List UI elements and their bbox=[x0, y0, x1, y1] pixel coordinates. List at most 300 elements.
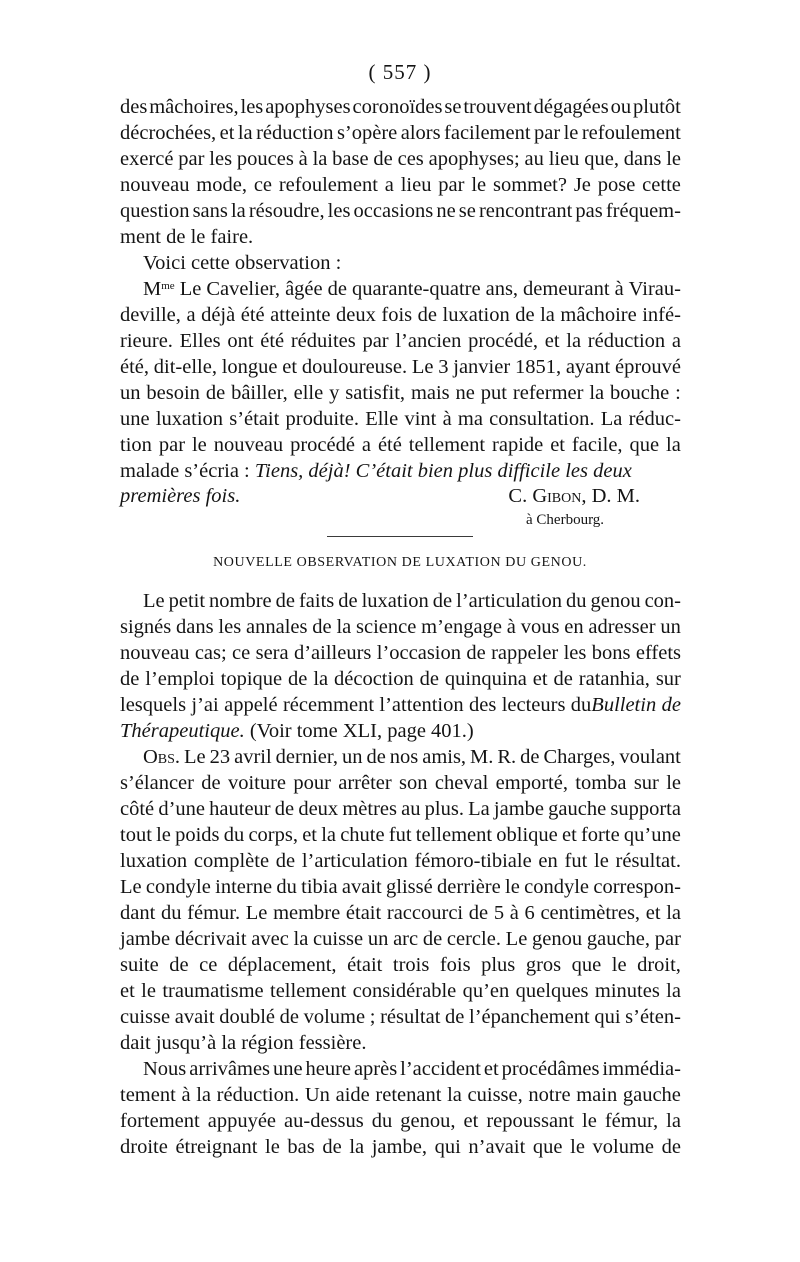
word: se bbox=[458, 200, 476, 222]
word: fémoro-tibiale bbox=[414, 850, 532, 872]
word: bouche bbox=[610, 382, 670, 404]
text-line bbox=[120, 926, 681, 952]
word: amis, bbox=[422, 746, 467, 768]
word: à bbox=[614, 278, 624, 300]
word: vint bbox=[404, 408, 437, 430]
word: s’était bbox=[229, 408, 280, 430]
word: la bbox=[237, 122, 253, 144]
word: la bbox=[230, 200, 246, 222]
word: fois bbox=[439, 954, 471, 976]
word: et bbox=[120, 980, 135, 1002]
word: tout bbox=[120, 824, 152, 846]
word: effets bbox=[635, 642, 681, 664]
word: deux bbox=[298, 798, 339, 820]
word: décrochées, bbox=[120, 122, 217, 144]
word: réduction bbox=[256, 122, 334, 144]
word: de bbox=[279, 1006, 299, 1028]
word: centimètres, bbox=[540, 902, 641, 924]
word: par bbox=[158, 434, 186, 456]
word: mâchoires, bbox=[149, 96, 239, 118]
word: longue bbox=[221, 356, 278, 378]
word: cuisse bbox=[313, 928, 364, 950]
word: adresser bbox=[588, 616, 656, 638]
text-line bbox=[120, 874, 681, 900]
word: de bbox=[312, 616, 332, 638]
word: réduc- bbox=[628, 408, 681, 430]
word: plus bbox=[481, 954, 516, 976]
word: a bbox=[186, 304, 196, 326]
word: duBulletin bbox=[570, 694, 657, 716]
word: repoussant bbox=[486, 1110, 575, 1132]
word: main bbox=[576, 1084, 618, 1106]
word: gauche, bbox=[586, 928, 651, 950]
word: de bbox=[445, 1006, 465, 1028]
word: sera bbox=[255, 642, 289, 664]
word: de bbox=[366, 746, 386, 768]
word: minutes bbox=[594, 980, 660, 1002]
word: la bbox=[666, 434, 681, 456]
word: put bbox=[480, 382, 507, 404]
text-line bbox=[120, 978, 681, 1004]
word: luxation bbox=[120, 850, 188, 872]
word: de bbox=[205, 382, 226, 404]
word: les bbox=[209, 148, 233, 170]
word: du bbox=[160, 902, 182, 924]
word: elle bbox=[293, 382, 324, 404]
word: M. bbox=[470, 746, 494, 768]
word: et bbox=[550, 434, 565, 456]
word: cuisse bbox=[120, 1006, 171, 1028]
word: Le bbox=[245, 902, 268, 924]
word: avait bbox=[341, 876, 382, 898]
word: de bbox=[432, 590, 453, 612]
word: la bbox=[540, 304, 555, 326]
word: corps, bbox=[248, 824, 298, 846]
text-line bbox=[120, 146, 681, 172]
word: la bbox=[349, 1136, 365, 1158]
word: sommet? bbox=[492, 174, 567, 196]
word: le bbox=[666, 772, 681, 794]
italic-quote: premières fois. bbox=[120, 485, 241, 507]
word: le bbox=[563, 122, 579, 144]
word: avait bbox=[174, 1006, 215, 1028]
text-line bbox=[120, 822, 681, 848]
word: dit-elle, bbox=[153, 356, 217, 378]
word: mâchoire bbox=[560, 304, 637, 326]
word: derrière bbox=[437, 876, 501, 898]
word: et bbox=[302, 824, 317, 846]
word: à bbox=[509, 902, 519, 924]
word: dans bbox=[623, 148, 662, 170]
word: de bbox=[373, 148, 393, 170]
word: poids bbox=[175, 824, 220, 846]
word: coronoïdes bbox=[352, 96, 443, 118]
word: décrivait bbox=[174, 928, 247, 950]
word: science bbox=[356, 616, 417, 638]
word: de bbox=[322, 1136, 342, 1158]
word: rencontrant bbox=[478, 200, 573, 222]
word: raccourci bbox=[386, 902, 464, 924]
word: vous bbox=[520, 616, 560, 638]
word: une bbox=[272, 1058, 303, 1080]
word: forte bbox=[580, 824, 620, 846]
text-line: malade s’écria : Tiens, déjà! C’était bien plus difficile les deux bbox=[120, 460, 632, 482]
word: à bbox=[181, 1084, 191, 1106]
word: par bbox=[654, 928, 681, 950]
word: qui bbox=[434, 1136, 461, 1158]
author-location: à Cherbourg. bbox=[526, 512, 605, 528]
word: le bbox=[265, 1136, 280, 1158]
word: ratanhia, bbox=[578, 668, 650, 690]
word: résultat. bbox=[615, 850, 681, 872]
word: des bbox=[120, 96, 148, 118]
word: fois bbox=[381, 304, 413, 326]
word: janvier bbox=[453, 356, 511, 378]
word: été bbox=[260, 330, 285, 352]
word: refoulement bbox=[581, 122, 681, 144]
word: résoudre, bbox=[248, 200, 325, 222]
word: de bbox=[288, 668, 308, 690]
word: l’épanchement bbox=[469, 1006, 590, 1028]
word: a bbox=[671, 330, 681, 352]
word: retenant bbox=[375, 1084, 442, 1106]
word: de bbox=[661, 1136, 681, 1158]
word: deux bbox=[336, 304, 376, 326]
word: gros bbox=[525, 954, 562, 976]
word: besoin bbox=[146, 382, 200, 404]
word: le bbox=[594, 850, 609, 872]
word: sur bbox=[633, 772, 659, 794]
word: plus. bbox=[424, 798, 464, 820]
word: déplacement, bbox=[227, 954, 337, 976]
word: doublé bbox=[219, 1006, 275, 1028]
word: apophyses; bbox=[428, 148, 520, 170]
word: droite bbox=[120, 1136, 168, 1158]
word: que bbox=[532, 1136, 563, 1158]
word: quarante-quatre bbox=[351, 278, 481, 300]
author-signature: C. Gibon, D. M. bbox=[508, 485, 640, 507]
word: jambe, bbox=[371, 1136, 427, 1158]
word: Charges, bbox=[543, 746, 616, 768]
word: un bbox=[120, 382, 141, 404]
word: : bbox=[675, 382, 681, 404]
word: la bbox=[293, 928, 309, 950]
word: fortement bbox=[120, 1110, 200, 1132]
section-rule bbox=[327, 536, 473, 537]
text-line bbox=[120, 198, 681, 224]
word: a bbox=[384, 174, 394, 196]
word: nos bbox=[389, 746, 419, 768]
word: arc bbox=[393, 928, 419, 950]
word: qui bbox=[594, 1006, 621, 1028]
word: été bbox=[240, 304, 265, 326]
text-line bbox=[143, 1056, 681, 1082]
text-line bbox=[120, 172, 681, 198]
text-line bbox=[120, 640, 681, 666]
text-line bbox=[120, 302, 681, 328]
word: était bbox=[347, 954, 383, 976]
word: procédé, bbox=[468, 330, 539, 352]
word: bas bbox=[287, 1136, 315, 1158]
word: au bbox=[401, 798, 421, 820]
word: tibia bbox=[301, 876, 338, 898]
text-line bbox=[120, 1004, 681, 1030]
word: du bbox=[276, 876, 297, 898]
word: Un bbox=[304, 1084, 330, 1106]
word: de bbox=[327, 278, 347, 300]
word: se bbox=[444, 96, 462, 118]
word: la bbox=[196, 1084, 212, 1106]
word: nombre bbox=[209, 590, 272, 612]
word: un bbox=[367, 928, 389, 950]
word: Obs. bbox=[143, 746, 181, 768]
word: réduites bbox=[290, 330, 356, 352]
text-line bbox=[120, 614, 681, 640]
word: qu’en bbox=[462, 980, 510, 1002]
word: en bbox=[564, 616, 584, 638]
signature-line bbox=[120, 483, 640, 509]
word: s’élancer bbox=[120, 772, 194, 794]
word: du bbox=[565, 590, 587, 612]
word: de bbox=[275, 850, 296, 872]
word: gauche bbox=[622, 1084, 681, 1106]
word: question bbox=[120, 200, 190, 222]
word: La bbox=[468, 798, 490, 820]
word: la bbox=[312, 148, 328, 170]
word: ou bbox=[610, 96, 632, 118]
word: déjà bbox=[201, 304, 236, 326]
word: s’éten- bbox=[625, 1006, 681, 1028]
word: le bbox=[666, 148, 681, 170]
word: et bbox=[219, 122, 235, 144]
text-line bbox=[143, 744, 681, 770]
word: Le bbox=[505, 928, 528, 950]
word: ce bbox=[199, 954, 218, 976]
word: de bbox=[422, 928, 443, 950]
word: et bbox=[532, 668, 548, 690]
word: cuisse, bbox=[467, 1084, 523, 1106]
word: la bbox=[666, 1110, 681, 1132]
section-heading: NOUVELLE OBSERVATION DE LUXATION DU GENOU. bbox=[213, 555, 587, 570]
word: de bbox=[661, 694, 681, 716]
word: Virau- bbox=[628, 278, 681, 300]
word: tion bbox=[120, 434, 152, 456]
italic-quote: Tiens, déjà! C’était bien plus difficile les deux bbox=[254, 460, 632, 482]
word: âgée bbox=[285, 278, 323, 300]
word: dégagées bbox=[533, 96, 609, 118]
word: 23 bbox=[209, 746, 231, 768]
word: supporta bbox=[610, 798, 681, 820]
word: d’une bbox=[158, 798, 205, 820]
word: tellement bbox=[415, 824, 493, 846]
word: La bbox=[600, 408, 623, 430]
word: ce bbox=[232, 642, 251, 664]
word: jambe bbox=[493, 798, 544, 820]
word: et bbox=[544, 330, 560, 352]
word: ans, bbox=[485, 278, 519, 300]
word: de bbox=[275, 590, 295, 612]
word: membre bbox=[273, 902, 341, 924]
word: dernier, bbox=[275, 746, 338, 768]
word: condyle bbox=[145, 876, 211, 898]
word: genou bbox=[532, 928, 583, 950]
word: Nous bbox=[143, 1058, 187, 1080]
word: par bbox=[178, 148, 205, 170]
word: notre bbox=[528, 1084, 571, 1106]
word: con- bbox=[644, 590, 681, 612]
word: bâiller, bbox=[231, 382, 288, 404]
word: à bbox=[506, 616, 516, 638]
word: cas; bbox=[194, 642, 227, 664]
word: oblique bbox=[496, 824, 558, 846]
word: résultat bbox=[380, 1006, 441, 1028]
word: cercle. bbox=[446, 928, 501, 950]
word: les bbox=[240, 96, 264, 118]
word: mode, bbox=[196, 174, 247, 196]
word: les bbox=[327, 200, 351, 222]
word: topique bbox=[220, 668, 283, 690]
word: facile, bbox=[571, 434, 623, 456]
word: fréquem- bbox=[605, 200, 681, 222]
word: tellement bbox=[270, 980, 347, 1002]
word: nouveau bbox=[213, 434, 284, 456]
word: trouvent bbox=[463, 96, 532, 118]
word: réduction bbox=[587, 330, 666, 352]
word: le bbox=[141, 980, 156, 1002]
word: le bbox=[570, 1136, 585, 1158]
word: produite. bbox=[285, 408, 359, 430]
text-line bbox=[120, 1134, 681, 1160]
text-line bbox=[120, 900, 681, 926]
word: petit bbox=[168, 590, 206, 612]
word: faits bbox=[298, 590, 335, 612]
word: s’opère bbox=[336, 122, 398, 144]
word: signés bbox=[120, 616, 172, 638]
word: pour bbox=[293, 772, 331, 794]
text-line bbox=[120, 328, 681, 354]
text-line: Thérapeutique. (Voir tome XLI, page 401.) bbox=[120, 720, 474, 742]
word: de bbox=[169, 954, 189, 976]
word: cette bbox=[642, 174, 681, 196]
word: d’ailleurs bbox=[293, 642, 372, 664]
word: et bbox=[463, 1110, 479, 1132]
word: des bbox=[469, 694, 497, 716]
text-line bbox=[120, 1082, 681, 1108]
word: voiture bbox=[227, 772, 287, 794]
word: de bbox=[417, 304, 438, 326]
word: satisfit, bbox=[345, 382, 406, 404]
text-line bbox=[120, 796, 681, 822]
word: la bbox=[447, 1084, 462, 1106]
word: la bbox=[321, 824, 336, 846]
word: tomba bbox=[575, 772, 627, 794]
word: rieure. bbox=[120, 330, 173, 352]
word: le bbox=[191, 434, 207, 456]
word: gauche bbox=[548, 798, 607, 820]
text-line: Voici cette observation : bbox=[143, 252, 342, 274]
word: fut bbox=[564, 850, 588, 872]
word: genou bbox=[590, 590, 641, 612]
word: dant bbox=[120, 902, 156, 924]
word: lieu bbox=[548, 148, 580, 170]
word: Elles bbox=[179, 330, 221, 352]
word: correspon- bbox=[593, 876, 681, 898]
word: base bbox=[332, 148, 369, 170]
word: lieu bbox=[400, 174, 432, 196]
word: mètres bbox=[342, 798, 397, 820]
word: côté bbox=[120, 798, 155, 820]
word: le bbox=[156, 824, 171, 846]
word: nouveau bbox=[120, 174, 190, 196]
word: était bbox=[345, 902, 382, 924]
word: $M^{me}$ bbox=[143, 278, 175, 300]
word: un bbox=[660, 616, 681, 638]
word: Le bbox=[184, 746, 206, 768]
word: les bbox=[218, 616, 242, 638]
word: tement bbox=[120, 1084, 176, 1106]
word: Je bbox=[573, 174, 591, 196]
word: fémur. bbox=[187, 902, 241, 924]
word: infé- bbox=[642, 304, 681, 326]
word: étreignant bbox=[175, 1136, 258, 1158]
word: volume bbox=[303, 1006, 366, 1028]
word: condyle bbox=[524, 876, 590, 898]
word: rapide bbox=[492, 434, 544, 456]
text-line bbox=[120, 94, 681, 120]
word: Elle bbox=[365, 408, 399, 430]
word: nouveau bbox=[120, 642, 190, 664]
word: appelé bbox=[224, 694, 278, 716]
word: demeurant bbox=[523, 278, 610, 300]
word: le bbox=[505, 876, 520, 898]
word: et bbox=[282, 356, 298, 378]
word: fémur, bbox=[604, 1110, 659, 1132]
word: le bbox=[611, 954, 627, 976]
word: la bbox=[313, 668, 329, 690]
word: exercé bbox=[120, 148, 174, 170]
word: alors bbox=[400, 122, 441, 144]
word: de bbox=[120, 668, 140, 690]
word: à bbox=[442, 408, 452, 430]
word: heure bbox=[305, 1058, 352, 1080]
text-line bbox=[120, 666, 681, 692]
word: récemment bbox=[282, 694, 375, 716]
word: à bbox=[298, 148, 308, 170]
text-line bbox=[120, 432, 681, 458]
word: bons bbox=[591, 642, 631, 664]
word: glissé bbox=[386, 876, 433, 898]
word: réduction. bbox=[216, 1084, 300, 1106]
word: j’ai bbox=[191, 694, 219, 716]
word: ces bbox=[397, 148, 424, 170]
word: aide bbox=[335, 1084, 370, 1106]
word: 1851, bbox=[514, 356, 562, 378]
word: ne bbox=[436, 200, 456, 222]
word: ; bbox=[369, 1006, 376, 1028]
word: que bbox=[571, 954, 602, 976]
word: n’avait bbox=[468, 1136, 526, 1158]
word: été, bbox=[120, 356, 150, 378]
text-line bbox=[120, 1108, 681, 1134]
word: considérable bbox=[352, 980, 457, 1002]
word: au-dessus bbox=[284, 1110, 364, 1132]
word: jambe bbox=[120, 928, 171, 950]
word: en bbox=[538, 850, 558, 872]
word: l’emploi bbox=[145, 668, 215, 690]
word: interne bbox=[215, 876, 273, 898]
word: au bbox=[524, 148, 544, 170]
text-line bbox=[143, 588, 681, 614]
